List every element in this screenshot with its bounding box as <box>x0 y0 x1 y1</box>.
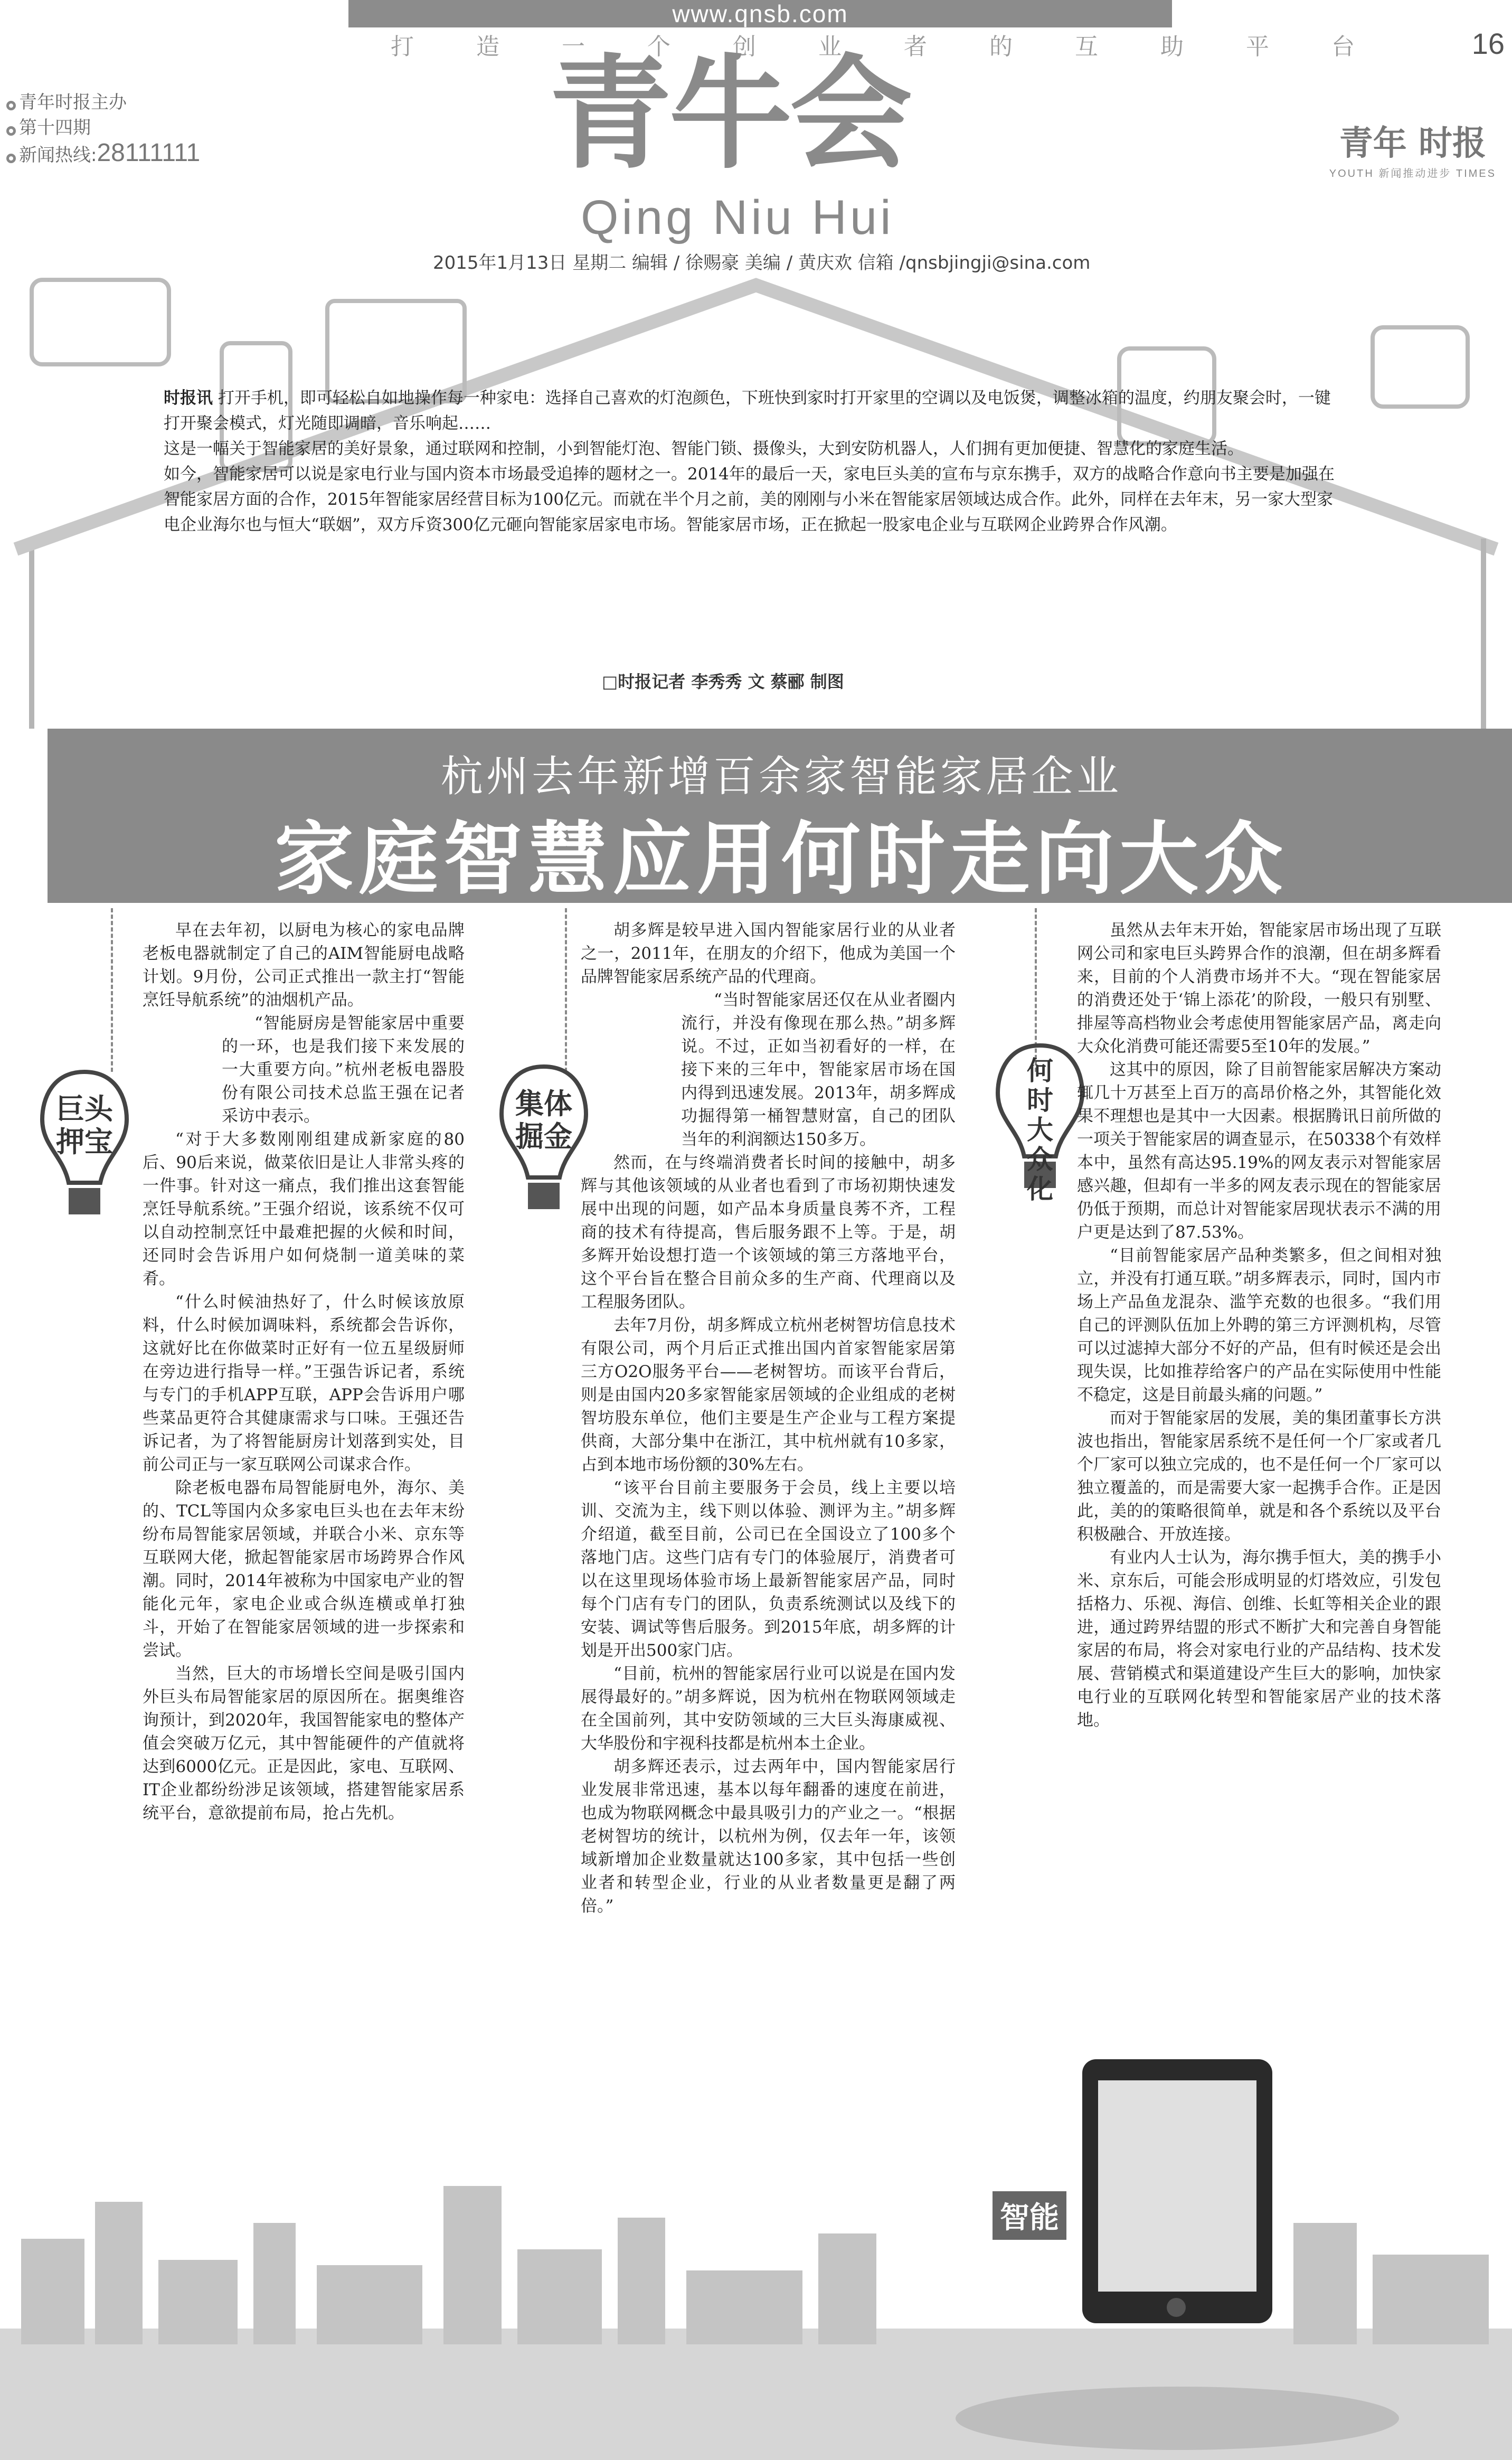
page-title-pinyin: Qing Niu Hui <box>581 191 894 244</box>
intro-block <box>164 385 1346 538</box>
bulb-text: 巨头押宝 <box>56 1092 113 1158</box>
headline: 家庭智慧应用何时走向大众 <box>274 814 1288 906</box>
page-number: 16 <box>1471 27 1505 60</box>
bulb-text: 何时大众化 <box>1027 1055 1053 1204</box>
article-paragraph: “对于大多数刚刚组建成新家庭的80后、90后来说，做菜依旧是让人非常头疼的一件事。针对这一痛点，我们推出这套智能烹饪导航系统。”王强介绍说，该系统不仅可以自动控制烹饪中最难把握的火候和时间，还同时会告诉用户如何烧制一道美味的菜肴。 <box>143 1130 465 1288</box>
intro-text: 打开手机，即可轻松自如地操作每一种家电：选择自己喜欢的灯泡颜色，下班快到家时打开家里的空调以及电饭煲，调整冰箱的温度，约朋友聚会时，一键打开聚会模式，灯光随即调暗，音乐响起…… <box>164 389 1331 433</box>
article-paragraph: 然而，在与终端消费者长时间的接触中，胡多辉与其他该领域的从业者也看到了市场初期快速发展中出现的问题，如产品本身质量良莠不齐，工程商的技术有待提高，售后服务跟不上等。于是，胡多辉开始设想打造一个该领域的第三方落地平台，这个平台旨在整合目前众多的生产商、代理商以及工程服务团队。 <box>581 1153 956 1312</box>
air-conditioner-icon <box>32 280 169 364</box>
article-paragraph: “什么时候油热好了，什么时候该放原料，什么时候加调味料，系统都会告诉你，这就好比在你做菜时正好有一位五星级厨师在旁边进行指导一样。”王强告诉记者，系统与专门的手机APP互联，APP会告诉用户哪些菜品更符合其健康需求与口味。王强还告诉记者，为了将智能厨房计划落到实处，目前公司正与一家互联网公司谋求合作。 <box>143 1293 465 1474</box>
hotline-label: 新闻热线: <box>19 145 97 166</box>
organizer: 青年时报主办 <box>19 92 127 113</box>
slogan: 打造一个创业者的互助平台 <box>391 33 1417 60</box>
hotline-line <box>6 140 200 168</box>
intro-paragraph: 这是一幅关于智能家居的美好景象，通过联网和控制，小到智能灯泡、智能门锁、摄像头，大到安防机器人，人们拥有更加便捷、智慧化的家庭生活。 <box>164 439 1244 458</box>
newspaper-logo <box>1329 116 1496 180</box>
article-paragraph: 当然，巨大的市场增长空间是吸引国内外巨头布局智能家居的原因所在。据奥维咨询预计，到2020年，我国智能家电的整体产值会突破万亿元，其中智能硬件的产值就将达到6000亿元。正是因此，家电、互联网、IT企业都纷纷涉足该领域，搭建智能家居系统平台，意欲提前布局，抢占先机。 <box>143 1664 465 1823</box>
article-paragraph: “目前，杭州的智能家居行业可以说是在国内发展得最好的。”胡多辉说，因为杭州在物联网领域走在全国前列，其中安防领域的三大巨头海康威视、大华股份和宇视科技都是杭州本土企业。 <box>581 1664 956 1753</box>
cityscape-illustration <box>0 2154 1512 2460</box>
home-button-icon <box>1167 2298 1186 2317</box>
intro-paragraph: 如今，智能家居可以说是家电行业与国内资本市场最受追捧的题材之一。2014年的最后一天，家电巨头美的宣布与京东携手，双方的战略合作意向书主要是加强在智能家居方面的合作，2015年智能家居经营目标为100亿元。而就在半个月之前，美的刚刚与小米在智能家居领域达成合作。此外，同样在去年末，另一家大型家电企业海尔也与恒大“联姻”，双方斥资300亿元砸向智能家居家电市场。智能家居市场，正在掀起一股家电企业与互联网企业跨界合作风潮。 <box>164 465 1335 534</box>
article-paragraph: “当时智能家居还仅在从业者圈内流行，并没有像现在那么热。”胡多辉说。不过，正如当初看好的一样，在接下来的三年中，智能家居市场在国内得到迅速发展。2013年，胡多辉成功掘得第一桶智慧财富，自己的团队当年的利润额达150多万。 <box>681 991 956 1149</box>
hotline-number: 28111111 <box>97 139 201 167</box>
page-title: 青牛会 <box>549 43 911 185</box>
bullet-icon <box>6 154 16 163</box>
issue-line <box>6 115 200 140</box>
issue: 第十四期 <box>19 117 91 138</box>
article-column-3 <box>1077 919 1441 1732</box>
column-separator <box>565 908 567 1072</box>
bullet-icon <box>6 126 16 136</box>
subheadline: 杭州去年新增百余家智能家居企业 <box>441 752 1122 801</box>
article-paragraph: 而对于智能家居的发展，美的集团董事长方洪波也指出，智能家居系统不是任何一个厂家或者几个厂家可以独立完成的，也不是任何一个厂家可以独立覆盖的，而是需要大家一起携手合作。正是因此，美的的策略很简单，就是和各个系统以及平台积极融合、开放连接。 <box>1077 1409 1441 1544</box>
byline: □时报记者 李秀秀 文 蔡郦 制图 <box>602 672 844 692</box>
dateline: 2015年1月13日 星期二 编辑 / 徐赐豪 美编 / 黄庆欢 信箱 /qnsbjingji@sina.com <box>433 252 1091 274</box>
intro-lead: 时报讯 <box>164 389 213 408</box>
article-paragraph: 去年7月份，胡多辉成立杭州老树智坊信息技术有限公司，两个月后正式推出国内首家智能家居第三方O2O服务平台——老树智坊。而该平台背后，则是由国内20多家智能家居领域的企业组成的老树智坊股东单位，他们主要是生产企业与工程方案提供商，大部分集中在浙江，其中杭州就有10多家，占到本地市场份额的30%左右。 <box>581 1316 956 1474</box>
music-icon <box>1373 327 1468 407</box>
column-separator <box>111 908 113 1072</box>
logo-sub: YOUTH 新闻推动进步 TIMES <box>1329 168 1496 180</box>
tablet-screen <box>1098 2080 1256 2292</box>
article-column-2 <box>581 919 956 1918</box>
article-paragraph: 这其中的原因，除了目前智能家居解决方案动辄几十万甚至上百万的高昂价格之外，其智能化效果不理想也是其中一大因素。根据腾讯日前所做的一项关于智能家居的调查显示，在50338个有效样本中，虽然有高达95.19%的网友表示对智能家居感兴趣，但却有一半多的网友表示现在的智能家居仍低于预期，而总计对智能家居现状表示不满的用户更是达到了87.53%。 <box>1077 1060 1441 1242</box>
bulb-label-1 <box>32 1061 137 1230</box>
bullet-icon <box>6 101 16 110</box>
site-url: www.qnsb.com <box>348 0 1172 27</box>
publication-info <box>6 90 200 168</box>
article-paragraph: “目前智能家居产品种类繁多，但之间相对独立，并没有打通互联。”胡多辉表示，同时，国内市场上产品鱼龙混杂、滥竽充数的也很多。“我们用自己的评测队伍加上外聘的第三方评测机构，尽管可以过滤掉大部分不好的产品，但有时候还是会出现失误，比如推荐给客户的产品在实际使用中性能不稳定，这是目前最头痛的问题。” <box>1077 1246 1441 1405</box>
bulb-text: 集体掘金 <box>515 1087 572 1153</box>
intro-paragraph <box>164 385 1346 436</box>
article-paragraph: 胡多辉还表示，过去两年中，国内智能家居行业发展非常迅速，基本以每年翻番的速度在前进，也成为物联网概念中最具吸引力的产业之一。“根据老树智坊的统计，以杭州为例，仅去年一年，该领域新增加企业数量就达100多家，其中包括一些创业者和转型企业，行业的从业者数量更是翻了两倍。” <box>581 1757 956 1916</box>
smart-tag: 智能 <box>993 2191 1066 2240</box>
article-paragraph: “该平台目前主要服务于会员，线上主要以培训、交流为主，线下则以体验、测评为主。”胡多辉介绍道，截至目前，公司已在全国设立了100多个落地门店。这些门店有专门的体验展厅，消费者可以在这里现场体验市场上最新智能家居产品，同时每个门店有专门的团队，负责系统测试以及线下的安装、调试等售后服务。到2015年底，胡多辉的计划是开出500家门店。 <box>581 1478 956 1660</box>
article-paragraph: 除老板电器布局智能厨电外，海尔、美的、TCL等国内众多家电巨头也在去年末纷纷布局智能家居领域，并联合小米、京东等互联网大佬，掀起智能家居市场跨界合作风潮。同时，2014年被称为中国家电产业的智能化元年，家电企业或合纵连横或单打独斗，开始了在智能家居领域的进一步探索和尝试。 <box>143 1478 465 1660</box>
article-paragraph: 胡多辉是较早进入国内智能家居行业的从业者之一，2011年，在朋友的介绍下，他成为美国一个品牌智能家居系统产品的代理商。 <box>581 921 956 986</box>
article-paragraph: 有业内人士认为，海尔携手恒大，美的携手小米、京东后，可能会形成明显的灯塔效应，引发包括格力、乐视、海信、创维、长虹等相关企业的跟进，通过跨界结盟的形式不断扩大和完善自身智能家居的布局，将会对家电行业的产品结构、技术发展、营销模式和渠道建设产生巨大的影响，加快家电行业的互联网化转型和智能家居产业的技术落地。 <box>1077 1548 1441 1730</box>
tablet-illustration <box>1082 2059 1272 2323</box>
organizer-line <box>6 90 200 115</box>
logo-main: 青年 时报 <box>1339 124 1487 163</box>
article-paragraph: “智能厨房是智能家居中重要的一环，也是我们接下来发展的一大重要方向。”杭州老板电器股份有限公司技术总监王强在记者采访中表示。 <box>222 1014 465 1126</box>
article-paragraph: 早在去年初，以厨电为核心的家电品牌老板电器就制定了自己的AIM智能厨电战略计划。9月份，公司正式推出一款主打“智能烹饪导航系统”的油烟机产品。 <box>143 921 465 1010</box>
headline-band <box>48 729 1512 906</box>
article-column-1 <box>143 919 465 1825</box>
article-paragraph: 虽然从去年末开始，智能家居市场出现了互联网公司和家电巨头跨界合作的浪潮，但在胡多辉看来，目前的个人消费市场并不大。“现在智能家居的消费还处于‘锦上添花’的阶段，一般只有别墅、排屋等高档物业会考虑使用智能家居产品，离走向大众化消费可能还需要5至10年的发展。” <box>1077 921 1441 1056</box>
